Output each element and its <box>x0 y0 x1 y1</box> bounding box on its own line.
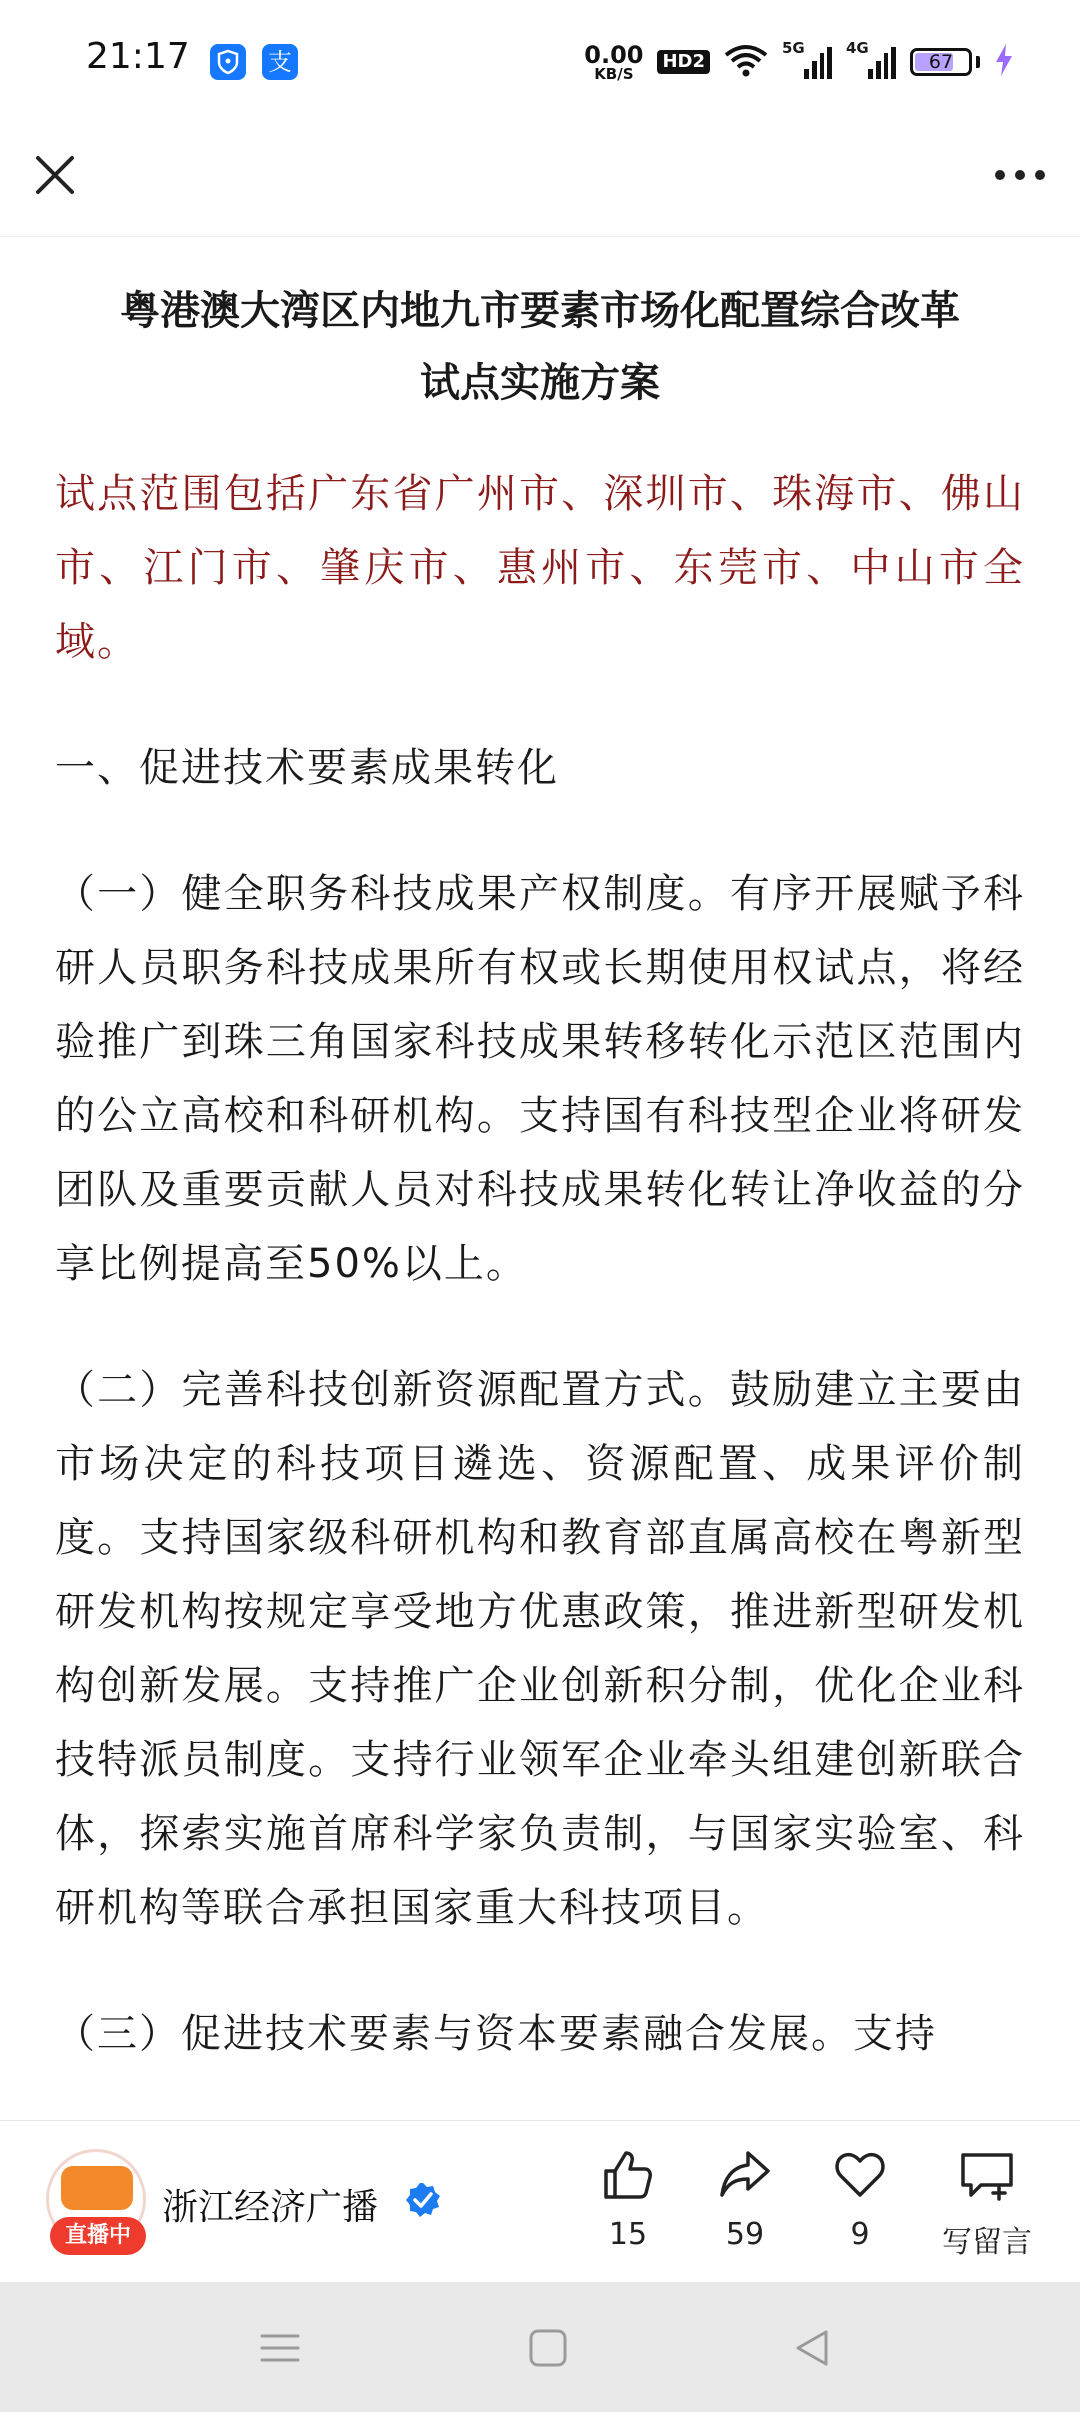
bottom-action-bar <box>0 2120 1080 2283</box>
close-icon[interactable] <box>28 148 82 202</box>
network-speed <box>584 40 644 83</box>
article-paragraph-3: （三）促进技术要素与资本要素融合发展。支持 <box>55 2011 937 2057</box>
top-nav-bar <box>0 120 1080 237</box>
article-body <box>55 275 1025 2071</box>
signal-5g-label: 5G <box>782 39 805 57</box>
wifi-icon <box>724 43 768 81</box>
live-badge[interactable]: 直播中 <box>50 2217 146 2255</box>
article-paragraph-1: （一）健全职务科技成果产权制度。有序开展赋予科研人员职务科技成果所有权或长期使用权试点，将经验推广到珠三角国家科技成果转移转化示范区范围内的公立高校和科研机构。支持国有科技型企业将研发团队及重要贡献人员对科技成果转化转让净收益的分享比例提高至50%以上。 <box>55 871 1025 1287</box>
thumbs-up-icon <box>573 2149 683 2201</box>
section-heading: 一、促进技术要素成果转化 <box>55 745 559 791</box>
signal-5g-icon <box>782 39 832 79</box>
heart-icon <box>805 2149 915 2201</box>
battery-cap <box>976 56 980 68</box>
status-time: 21:17 <box>86 36 190 77</box>
article-lead: 试点范围包括广东省广州市、深圳市、珠海市、佛山市、江门市、肇庆市、惠州市、东莞市、中山市全域。 <box>55 471 1025 665</box>
status-indicators <box>584 40 1014 84</box>
status-bar <box>0 0 1080 120</box>
signal-4g-icon <box>846 39 896 79</box>
charging-icon <box>994 43 1014 81</box>
comment-add-icon <box>922 2149 1052 2201</box>
more-icon[interactable] <box>990 148 1050 202</box>
alipay-icon: 支 <box>262 44 298 80</box>
article-title <box>55 275 1025 419</box>
signal-4g-label: 4G <box>846 39 869 57</box>
verified-icon <box>404 2181 442 2219</box>
network-speed-value: 0.00 <box>584 40 644 69</box>
back-icon[interactable] <box>790 2326 834 2374</box>
comment-label: 写留言 <box>942 2225 1032 2260</box>
system-nav-bar <box>0 2282 1080 2412</box>
battery-percent: 67 <box>928 51 954 73</box>
shield-icon <box>210 44 246 80</box>
recents-icon[interactable] <box>258 2326 302 2374</box>
article-title-line-1: 粤港澳大湾区内地九市要素市场化配置综合改革 <box>120 288 960 334</box>
favorite-button[interactable] <box>805 2149 915 2252</box>
network-speed-unit: KB/S <box>594 64 634 83</box>
comment-button[interactable] <box>922 2149 1052 2261</box>
like-button[interactable] <box>573 2149 683 2252</box>
article-paragraph-2: （二）完善科技创新资源配置方式。鼓励建立主要由市场决定的科技项目遴选、资源配置、成果评价制度。支持国家级科研机构和教育部直属高校在粤新型研发机构按规定享受地方优惠政策，推进新型研发机构创新发展。支持推广企业创新积分制，优化企业科技特派员制度。支持行业领军企业牵头组建创新联合体，探索实施首席科学家负责制，与国家实验室、科研机构等联合承担国家重大科技项目。 <box>55 1367 1025 1931</box>
home-icon[interactable] <box>526 2326 570 2374</box>
article-title-line-2: 试点实施方案 <box>420 360 660 406</box>
account-name[interactable]: 浙江经济广播 <box>162 2187 379 2228</box>
share-icon <box>690 2149 800 2201</box>
station-logo-icon <box>61 2166 133 2210</box>
hd-voice-badge: HD2 <box>657 50 710 74</box>
like-count: 15 <box>608 2217 648 2252</box>
battery-icon <box>910 48 972 76</box>
share-button[interactable] <box>690 2149 800 2252</box>
favorite-count: 9 <box>850 2217 870 2252</box>
share-count: 59 <box>725 2217 765 2252</box>
